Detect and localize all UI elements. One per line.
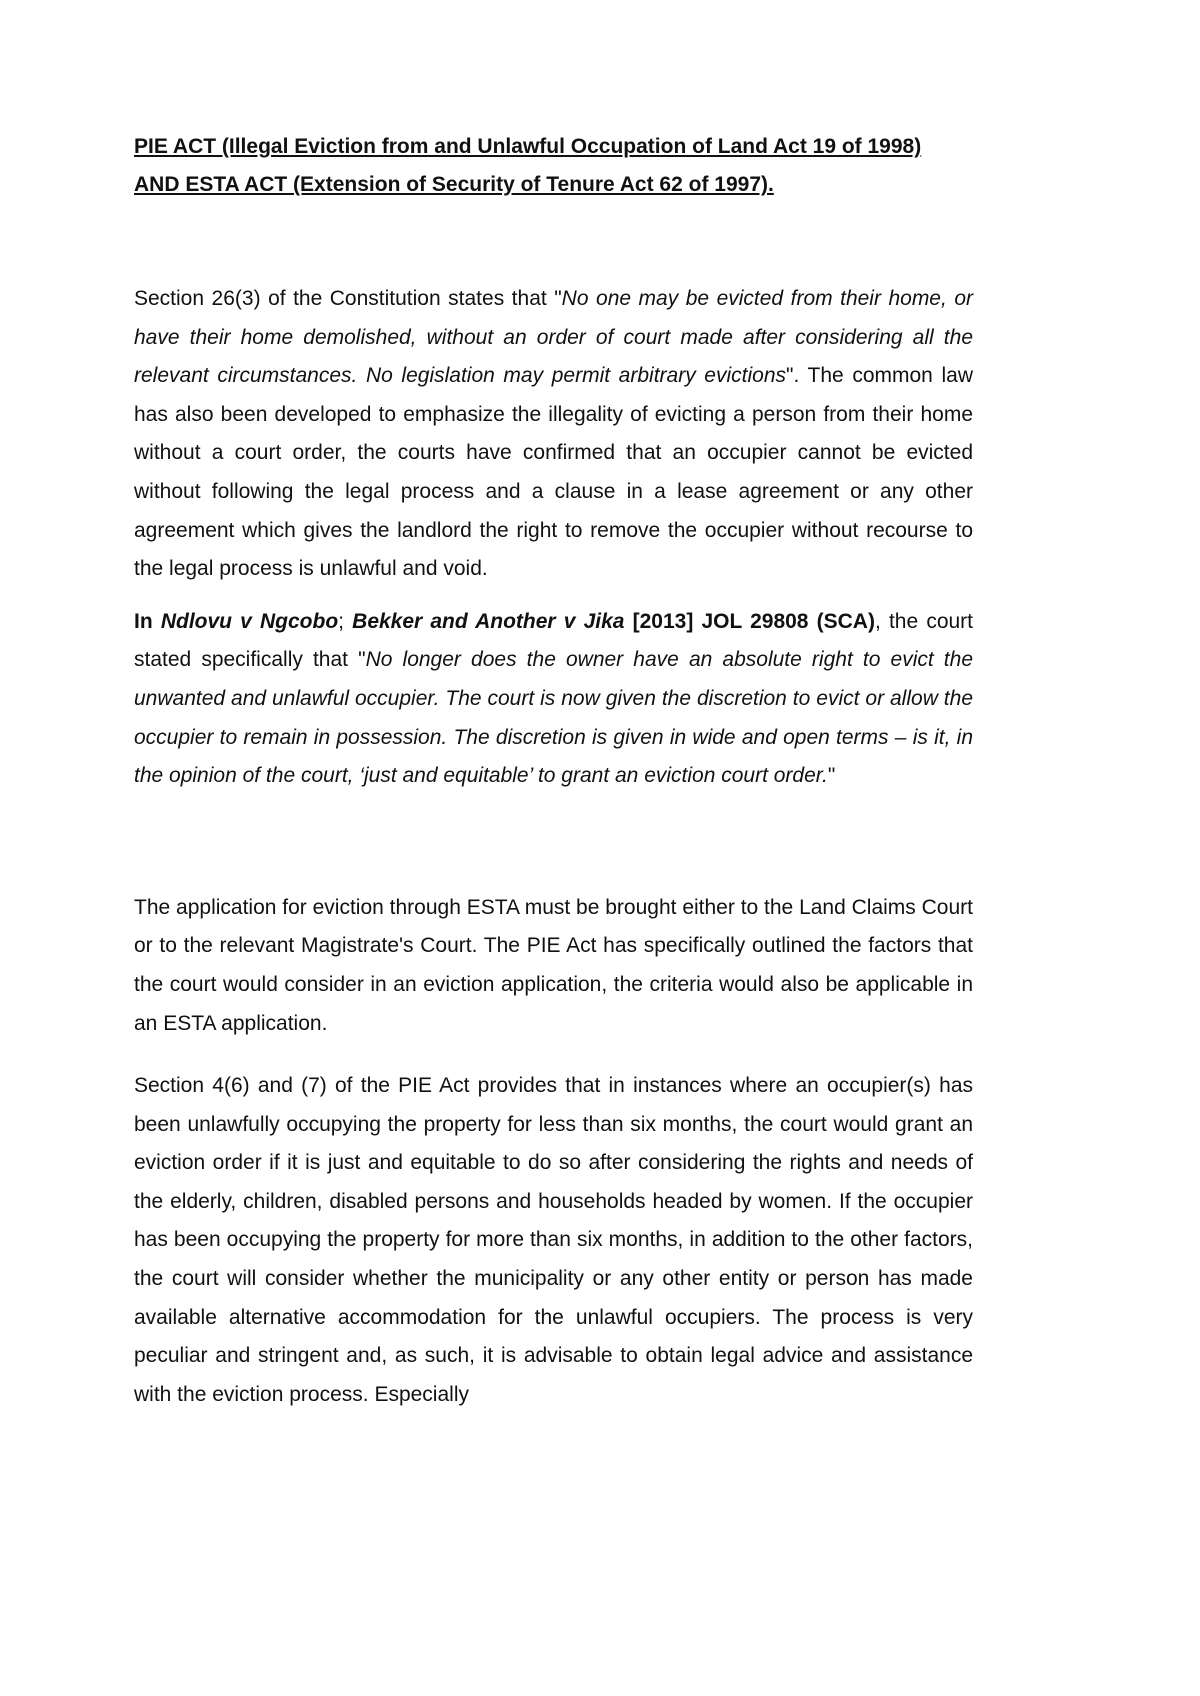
paragraph-pie-section-4: Section 4(6) and (7) of the PIE Act provides that in instances where an occupier(s) has been unlawfully occupying the property for less than six months, the court would grant an eviction order if it is just and equitable to do so after considering the rights and needs of the elderly, children, disabled persons and households headed by women. If the occupier has been occupying the property for more than six months, in addition to the other factors, the court will consider whether the municipality or any other entity or person has made available alternative accommodation for the unlawful occupiers. The process is very peculiar and stringent and, as such, it is advisable to obtain legal advice and assistance with the eviction process. Especially <box>134 1074 973 1406</box>
p1-tail: ". The common law has also been developed to emphasize the illegality of evicting a person from their home without a court order, the courts have confirmed that an occupier cannot be evicted without following the legal process and a clause in a lease agreement or any other agreement which gives the landlord the right to remove the occupier without recourse to the legal process is unlawful and void. <box>134 364 973 581</box>
case-name-2: Bekker and Another v Jika <box>352 609 625 633</box>
p2-mid: , the court stated specifically that " <box>134 609 974 672</box>
p2-end: " <box>827 764 836 788</box>
p1-quote: No one may be evicted from their home, or have their home demolished, without an order of court made after considering all the relevant circumstances. No legislation may permit arbitrary evictions <box>134 287 973 388</box>
p1-lead: Section 26(3) of the Constitution states that " <box>134 287 562 310</box>
paragraph-case-law <box>134 603 973 796</box>
document-page <box>134 128 973 1414</box>
p2-sep: ; <box>338 609 353 633</box>
p2-in: In <box>134 609 161 633</box>
case-name-1: Ndlovu v Ngcobo <box>160 609 339 633</box>
paragraph-constitution <box>134 280 973 589</box>
document-title <box>134 128 973 204</box>
p2-quote: No longer does the owner have an absolute right to evict the unwanted and unlawful occupier. The court is now given the discretion to evict or allow the occupier to remain in possession. The discretion is given in wide and open terms – is it, in the opinion of the court, ‘just and equitable’ to grant an eviction court order. <box>134 648 974 788</box>
title-line-2: AND ESTA ACT (Extension of Security of Tenure Act 62 of 1997). <box>134 173 774 196</box>
case-citation: [2013] JOL 29808 (SCA) <box>624 609 875 633</box>
title-line-1: PIE ACT (Illegal Eviction from and Unlawful Occupation of Land Act 19 of 1998) <box>134 135 922 158</box>
paragraph-esta-application: The application for eviction through ESTA must be brought either to the Land Claims Court or to the relevant Magistrate's Court. The PIE Act has specifically outlined the factors that the court would consider in an eviction application, the criteria would also be applicable in an ESTA application. <box>134 895 973 1035</box>
